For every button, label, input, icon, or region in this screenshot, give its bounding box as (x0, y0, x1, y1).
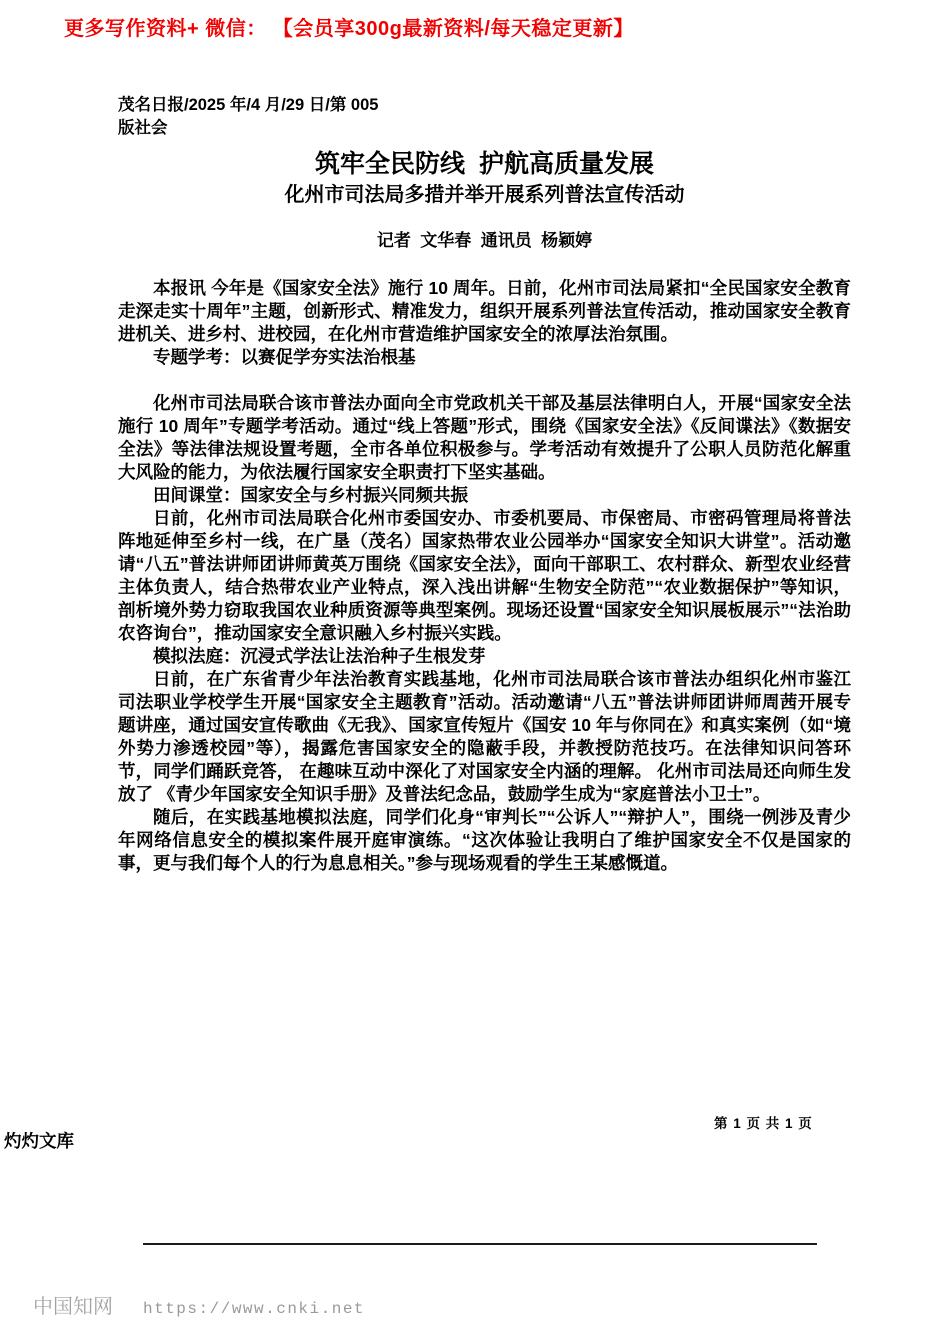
cnki-watermark (33, 1290, 365, 1319)
library-watermark-label: 灼灼文库 (4, 1131, 74, 1151)
article-title: 筑牢全民防线 护航高质量发展 (315, 150, 654, 178)
article-column (118, 94, 851, 875)
body-paragraph: 日前，化州市司法局联合化州市委国安办、市委机要局、市保密局、市密码管理局将普法阵地延伸至乡村一线，在广垦（茂名）国家热带农业公园举办“国家安全知识大讲堂”。活动邀请“八五”普法讲师团讲师黄英万围绕《国家安全法》，面向干部职工、农村群众、新型农业经营主体负责人，结合热带农业产业特点，深入浅出讲解“生物安全防范”“农业数据保护”等知识，剖析境外势力窃取我国农业种质资源等典型案例。现场还设置“国家安全知识展板展示”“法治助农咨询台”，推动国家安全意识融入乡村振兴实践。 (118, 508, 851, 643)
source-meta-line-1: 茂名日报/2025 年/4 月/29 日/第 005 (118, 96, 379, 114)
body-paragraph: 化州市司法局联合该市普法办面向全市党政机关干部及基层法律明白人，开展“国家安全法施行 10 周年”专题学考活动。通过“线上答题”形式，围绕《国家安全法》《反间谍法》《数据安全法》等法律法规设置考题，全市各单位积极参与。学考活动有效提升了公职人员防范化解重大风险的能力，为依法履行国家安全职责打下坚实基础。 (118, 393, 851, 482)
cnki-url-link[interactable]: https://www.cnki.net (143, 1300, 366, 1318)
body-paragraph: 随后，在实践基地模拟法庭，同学们化身“审判长”“公诉人”“辩护人”，围绕一例涉及青少年网络信息安全的模拟案件展开庭审演练。“这次体验让我明白了维护国家安全不仅是国家的事，更与我们每个人的行为息息相关。”参与现场观看的学生王某感慨道。 (118, 807, 851, 873)
promo-banner: 更多写作资料+ 微信： 【会员享300g最新资料/每天稳定更新】 (64, 18, 634, 40)
article-subtitle: 化州市司法局多措并举开展系列普法宣传活动 (284, 184, 685, 206)
body-paragraph: 本报讯 今年是《国家安全法》施行 10 周年。日前，化州市司法局紧扣“全民国家安全教育走深走实十周年”主题，创新形式、精准发力，组织开展系列普法宣传活动，推动国家安全教育进机关、进乡村、进校园，在化州市营造维护国家安全的浓厚法治氛围。 (118, 278, 851, 344)
article-body (118, 277, 851, 875)
cnki-logo-text: 中国知网 (33, 1296, 113, 1318)
source-meta-line-2: 版社会 (118, 119, 168, 137)
section-subhead: 专题学考：以赛促学夯实法治根基 (153, 347, 416, 367)
page-indicator: 第 1 页 共 1 页 (714, 1116, 813, 1131)
section-subhead: 田间课堂：国家安全与乡村振兴同频共振 (153, 485, 468, 505)
section-subhead: 模拟法庭：沉浸式学法让法治种子生根发芽 (153, 646, 486, 666)
article-byline: 记者 文华春 通讯员 杨颖婷 (376, 231, 593, 250)
body-paragraph: 日前，在广东省青少年法治教育实践基地，化州市司法局联合该市普法办组织化州市鉴江司法职业学校学生开展“国家安全主题教育”活动。活动邀请“八五”普法讲师团讲师周茜开展专题讲座，通过国安宣传歌曲《无我》、国家宣传短片《国安 10 年与你同在》和真实案例（如“境外势力渗透校园”等），揭露危害国家安全的隐蔽手段，并教授防范技巧。在法律知识问答环节，同学们踊跃竞答， 在趣味互动中深化了对国家安全内涵的理解。 化州市司法局还向师生发放了 《青少年国家安全知识手册》及普法纪念品，鼓励学生成为“家庭普法小卫士”。 (118, 669, 851, 804)
footer-divider-line (143, 1243, 817, 1245)
